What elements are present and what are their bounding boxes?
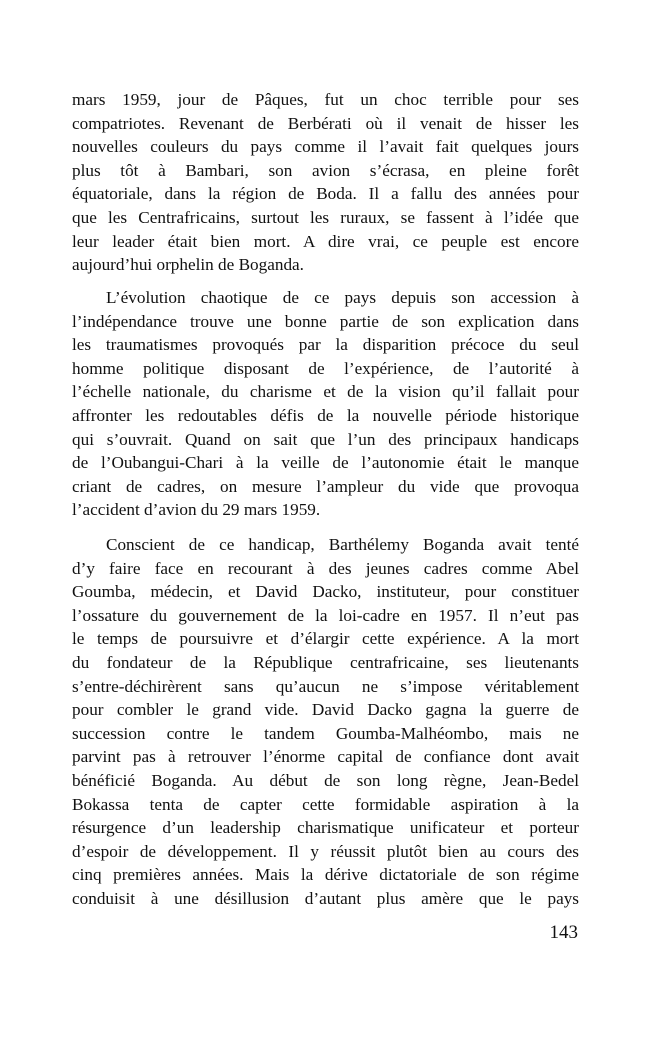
text-line: d’espoir de développement. Il y réussit plutôt bien au cours des — [72, 841, 579, 861]
text-line: d’y faire face en recourant à des jeunes cadres comme Abel — [72, 558, 579, 578]
text-line: leur leader était bien mort. A dire vrai, ce peuple est encore — [72, 231, 579, 251]
text-line: l’accident d’avion du 29 mars 1959. — [72, 500, 321, 520]
text-line: Conscient de ce handicap, Barthélemy Boganda avait tenté — [106, 535, 579, 554]
text-line: Bokassa tenta de capter cette formidable aspiration à la — [72, 794, 579, 814]
text-line: L’évolution chaotique de ce pays depuis son accession à — [106, 288, 579, 307]
text-line: affronter les redoutables défis de la nouvelle période historique — [72, 405, 579, 425]
text-line: homme politique disposant de l’expérience, de l’autorité à — [72, 358, 579, 378]
text-line: de l’Oubangui-Chari à la veille de l’autonomie était le manque — [72, 453, 579, 473]
text-line: mars 1959, jour de Pâques, fut un choc terrible pour ses — [72, 90, 579, 109]
text-line: compatriotes. Revenant de Berbérati où il venait de hisser les — [72, 113, 579, 133]
text-line: cinq premières années. Mais la dérive dictatoriale de son régime — [72, 865, 579, 885]
text-line: le temps de poursuivre et d’élargir cette expérience. A la mort — [72, 629, 579, 649]
text-line: nouvelles couleurs du pays comme il l’avait fait quelques jours — [72, 137, 579, 157]
text-line: Goumba, médecin, et David Dacko, instituteur, pour constituer — [72, 582, 579, 602]
paragraph-2 — [72, 286, 579, 522]
text-line: criant de cadres, on mesure l’ampleur du vide que provoqua — [72, 476, 579, 496]
paragraph-1 — [72, 88, 579, 277]
text-line: aujourd’hui orphelin de Boganda. — [72, 255, 304, 275]
text-line: l’indépendance trouve une bonne partie de son explication dans — [72, 311, 579, 331]
text-line: plus tôt à Bambari, son avion s’écrasa, en pleine forêt — [72, 160, 579, 180]
page-number: 143 — [549, 922, 578, 943]
text-line: résurgence d’un leadership charismatique unificateur et porteur — [72, 818, 579, 838]
text-line: succession contre le tandem Goumba-Malhéombo, mais ne — [72, 723, 579, 743]
text-line: parvint pas à retrouver l’énorme capital de confiance dont avait — [72, 747, 579, 767]
text-line: s’entre-déchirèrent sans qu’aucun ne s’impose véritablement — [72, 676, 579, 696]
text-line: l’ossature du gouvernement de la loi-cadre en 1957. Il n’eut pas — [72, 605, 579, 625]
text-line: qui s’ouvrait. Quand on sait que l’un des principaux handicaps — [72, 429, 579, 449]
paragraph-3 — [72, 533, 579, 911]
text-line: que les Centrafricains, surtout les ruraux, se fassent à l’idée que — [72, 207, 579, 227]
text-line: du fondateur de la République centrafricaine, ses lieutenants — [72, 652, 579, 672]
text-line: bénéficié Boganda. Au début de son long règne, Jean-Bedel — [72, 770, 579, 790]
text-line: l’échelle nationale, du charisme et de la vision qu’il fallait pour — [72, 382, 579, 402]
text-line: pour combler le grand vide. David Dacko gagna la guerre de — [72, 700, 579, 720]
text-line: conduisit à une désillusion d’autant plus amère que le pays — [72, 888, 579, 908]
text-line: les traumatismes provoqués par la disparition précoce du seul — [72, 335, 579, 355]
text-line: équatoriale, dans la région de Boda. Il a fallu des années pour — [72, 184, 579, 204]
